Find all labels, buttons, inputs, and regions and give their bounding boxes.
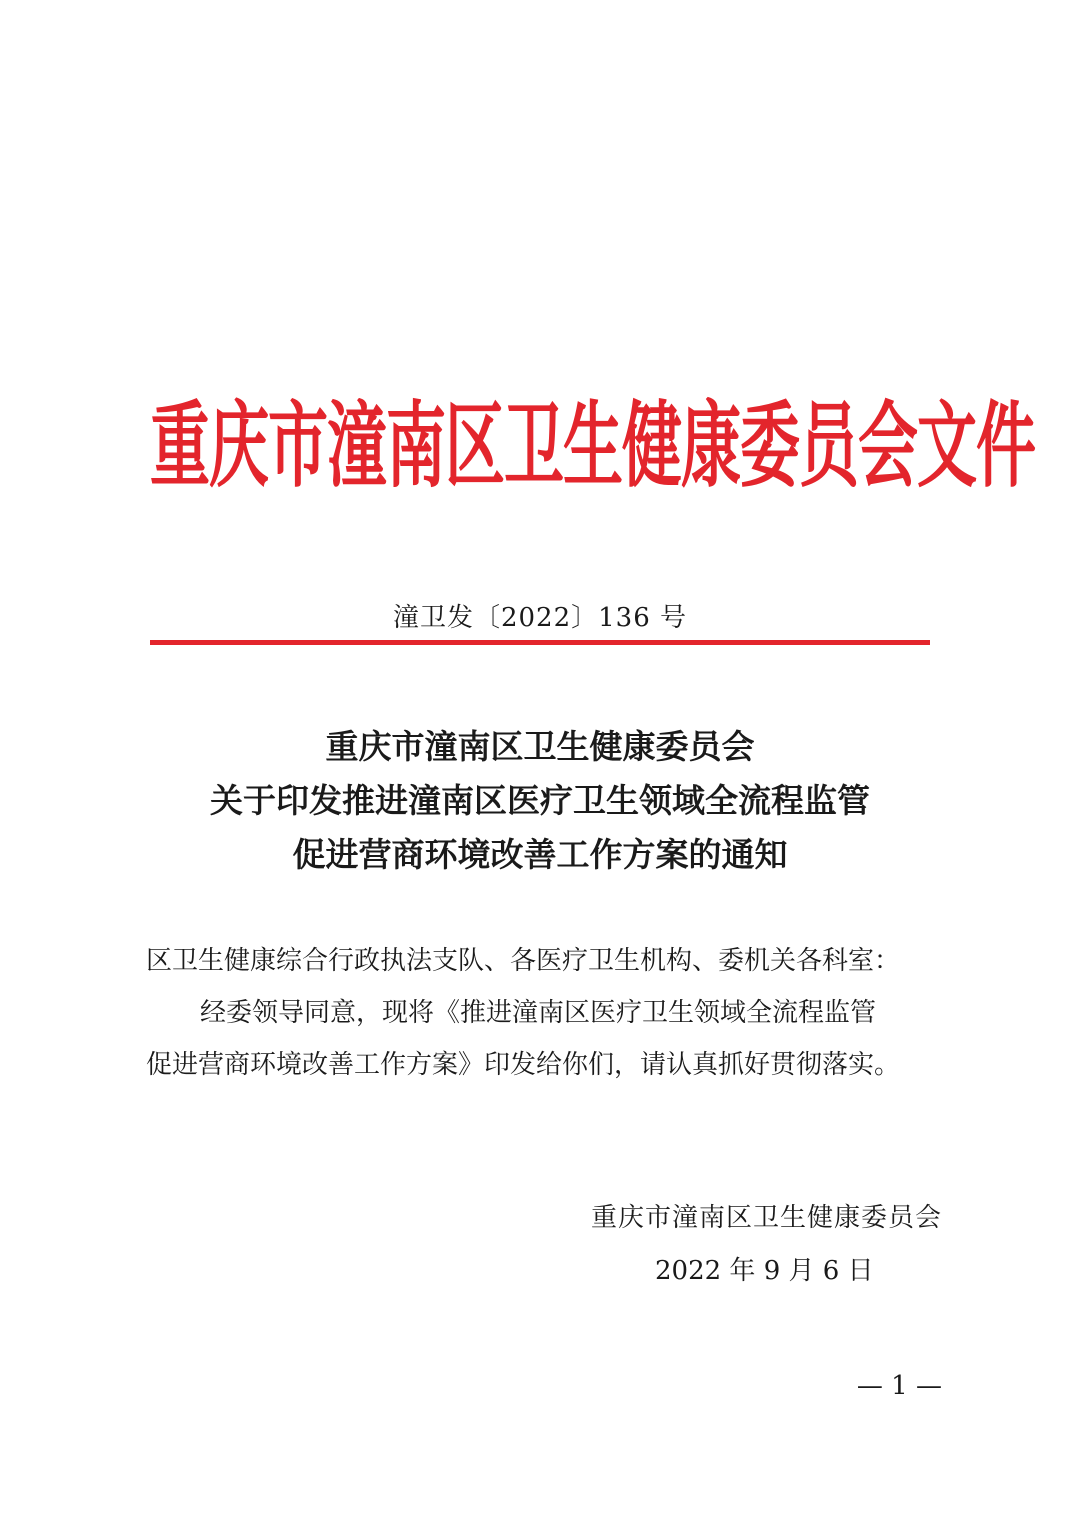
red-header-masthead: 重庆市潼南区卫生健康委员会文件 bbox=[150, 392, 1035, 502]
issuer-signature: 重庆市潼南区卫生健康委员会 bbox=[590, 1203, 942, 1233]
title-line-2: 关于印发推进潼南区医疗卫生领域全流程监管 bbox=[210, 781, 870, 820]
title-line-1: 重庆市潼南区卫生健康委员会 bbox=[325, 727, 755, 766]
body-paragraph-line-1: 经委领导同意，现将《推进潼南区医疗卫生领域全流程监管 bbox=[200, 998, 877, 1028]
document-body bbox=[146, 935, 942, 1091]
body-paragraph-line-2: 促进营商环境改善工作方案》印发给你们，请认真抓好贯彻落实。 bbox=[146, 1050, 901, 1080]
document-title bbox=[120, 720, 960, 882]
addressee-line: 区卫生健康综合行政执法支队、各医疗卫生机构、委机关各科室： bbox=[146, 946, 901, 976]
document-number: 潼卫发〔2022〕136 号 bbox=[392, 603, 688, 633]
page-number: — 1 — bbox=[856, 1371, 942, 1401]
issue-date: 2022 年 9 月 6 日 bbox=[655, 1256, 874, 1286]
red-separator-line bbox=[150, 640, 930, 645]
title-line-3: 促进营商环境改善工作方案的通知 bbox=[292, 835, 788, 874]
